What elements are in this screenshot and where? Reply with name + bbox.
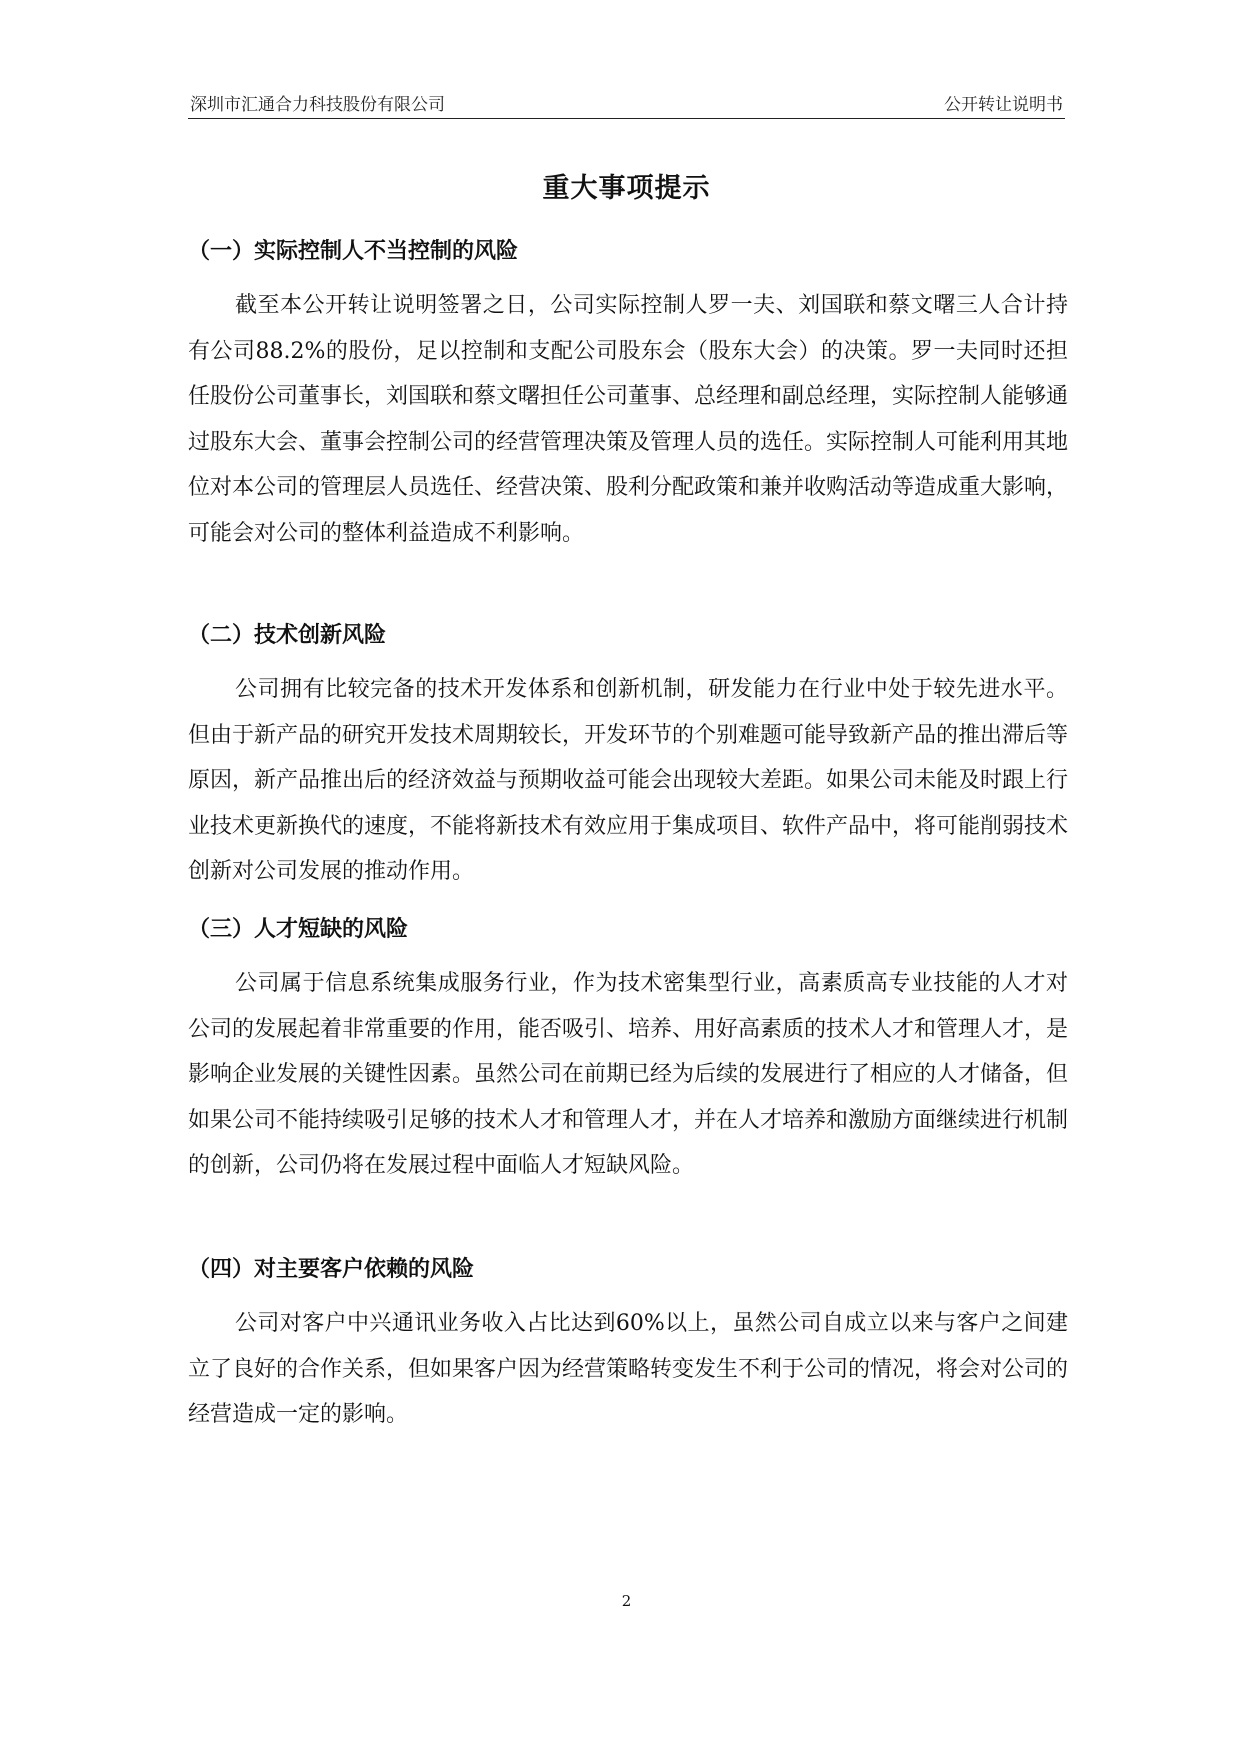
section-heading-2: （二）技术创新风险 (188, 623, 387, 648)
section-heading-4: （四）对主要客户依赖的风险 (188, 1257, 475, 1282)
header-document-type: 公开转让说明书 (944, 95, 1063, 115)
page-header (188, 88, 1065, 119)
header-company-name: 深圳市汇通合力科技股份有限公司 (190, 95, 445, 115)
section-body-2: 公司拥有比较完备的技术开发体系和创新机制，研发能力在行业中处于较先进水平。但由于新产品的研究开发技术周期较长，开发环节的个别难题可能导致新产品的推出滞后等原因，新产品推出后的经济效益与预期收益可能会出现较大差距。如果公司未能及时跟上行业技术更新换代的速度，不能将新技术有效应用于集成项目、软件产品中，将可能削弱技术创新对公司发展的推动作用。 (188, 677, 1069, 884)
section-heading-1: （一）实际控制人不当控制的风险 (188, 239, 519, 264)
page-title: 重大事项提示 (542, 173, 711, 204)
section-heading-3: （三）人才短缺的风险 (188, 917, 409, 942)
section-body-4: 公司对客户中兴通讯业务收入占比达到60%以上，虽然公司自成立以来与客户之间建立了良好的合作关系，但如果客户因为经营策略转变发生不利于公司的情况，将会对公司的经营造成一定的影响。 (188, 1311, 1069, 1427)
section-body-3: 公司属于信息系统集成服务行业，作为技术密集型行业，高素质高专业技能的人才对公司的发展起着非常重要的作用，能否吸引、培养、用好高素质的技术人才和管理人才，是影响企业发展的关键性因素。虽然公司在前期已经为后续的发展进行了相应的人才储备，但如果公司不能持续吸引足够的技术人才和管理人才，并在人才培养和激励方面继续进行机制的创新，公司仍将在发展过程中面临人才短缺风险。 (188, 971, 1069, 1178)
page-number: 2 (621, 1592, 632, 1610)
section-body-1: 截至本公开转让说明签署之日，公司实际控制人罗一夫、刘国联和蔡文曙三人合计持有公司88.2%的股份，足以控制和支配公司股东会（股东大会）的决策。罗一夫同时还担任股份公司董事长，刘国联和蔡文曙担任公司董事、总经理和副总经理，实际控制人能够通过股东大会、董事会控制公司的经营管理决策及管理人员的选任。实际控制人可能利用其地位对本公司的管理层人员选任、经营决策、股利分配政策和兼并收购活动等造成重大影响，可能会对公司的整体利益造成不利影响。 (188, 293, 1069, 546)
